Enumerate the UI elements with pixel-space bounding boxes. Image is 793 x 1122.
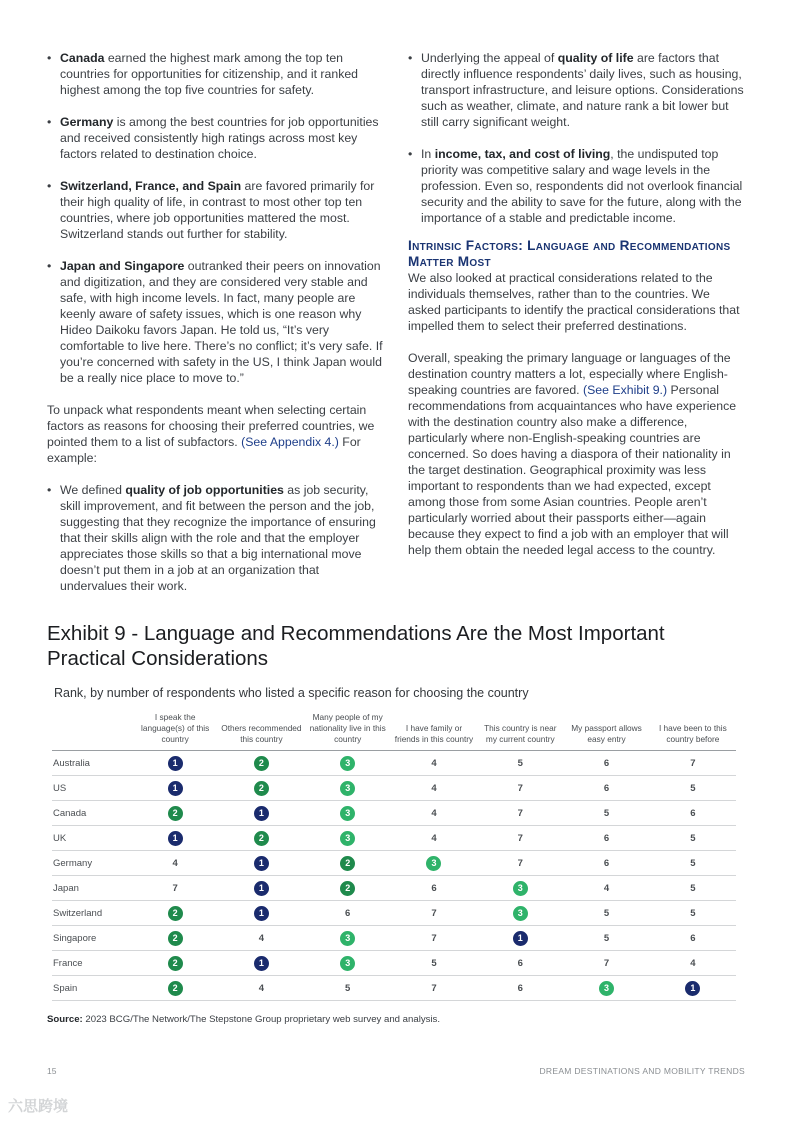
rank-cell — [563, 951, 649, 976]
rank-cell — [218, 826, 304, 851]
country-column-header — [52, 709, 132, 751]
table-row — [52, 751, 736, 776]
rank-value: 5 — [690, 832, 696, 844]
rank-value: 7 — [603, 957, 610, 969]
rank-value: 7 — [431, 932, 437, 944]
practical-considerations-paragraph: We also looked at practical considerations related to the individuals themselves, rather than to the countries. We asked participants to identify the practical considerations that impelled them to select their preferred destinations. — [408, 271, 740, 333]
rank-cell — [563, 901, 649, 926]
exhibit-title: Exhibit 9 - Language and Recommendations Are the Most Important Practical Considerations — [47, 622, 665, 670]
rank-badge: 3 — [340, 756, 355, 771]
rank-value: 4 — [603, 882, 610, 894]
rank-cell — [650, 801, 736, 826]
rank-cell — [477, 926, 563, 951]
table-row — [52, 826, 736, 851]
rank-cell — [132, 826, 218, 851]
rank-badge: 1 — [254, 806, 269, 821]
country-cell: Switzerland — [52, 901, 132, 926]
rank-badge: 3 — [340, 781, 355, 796]
rank-value: 5 — [690, 907, 696, 919]
appendix-link[interactable]: (See Appendix 4.) — [241, 435, 339, 449]
rank-cell — [218, 951, 304, 976]
rank-value: 4 — [431, 807, 437, 819]
rank-cell — [218, 901, 304, 926]
rank-value: 4 — [431, 782, 437, 794]
factor-details-list — [408, 50, 745, 226]
rank-cell — [391, 826, 477, 851]
right-column — [408, 50, 745, 574]
rank-cell — [563, 801, 649, 826]
country-cell: Canada — [52, 801, 132, 826]
rank-table-body — [52, 751, 736, 1001]
rank-value: 4 — [431, 832, 437, 844]
list-item: • We defined quality of job opportunities as job security, skill improvement, and fit between the person and the job, suggesting that they recognize the importance of ensuring that their skills align with the role and that the employer appreciates those skills so that a big international move doesn’t put them in a job at an organization that undervalues their work. — [47, 482, 384, 594]
rank-cell — [305, 826, 391, 851]
rank-badge: 3 — [340, 956, 355, 971]
rank-badge: 1 — [513, 931, 528, 946]
rank-cell — [132, 751, 218, 776]
rank-cell — [218, 926, 304, 951]
rank-badge: 2 — [168, 806, 183, 821]
country-cell: Germany — [52, 851, 132, 876]
rank-badge: 2 — [168, 956, 183, 971]
rank-badge: 1 — [168, 781, 183, 796]
rank-value: 7 — [517, 807, 523, 819]
subfactors-paragraph: To unpack what respondents meant when selecting certain factors as reasons for choosing their preferred countries, we pointed them to a list of subfactors. (See Appendix 4.) For example: — [47, 403, 375, 465]
rank-badge: 1 — [254, 906, 269, 921]
rank-cell — [650, 926, 736, 951]
rank-cell — [305, 951, 391, 976]
section-heading: Intrinsic Factors: Language and Recommendations Matter Most — [408, 238, 731, 269]
table-row — [52, 976, 736, 1001]
rank-badge: 3 — [513, 906, 528, 921]
rank-value: 7 — [517, 832, 523, 844]
rank-badge: 2 — [340, 881, 355, 896]
column-header: I have family or friends in this country — [391, 709, 477, 751]
rank-cell — [305, 801, 391, 826]
country-cell: Australia — [52, 751, 132, 776]
rank-value: 6 — [345, 907, 351, 919]
rank-cell — [650, 901, 736, 926]
column-header: I have been to this country before — [650, 709, 736, 751]
rank-value: 5 — [690, 882, 696, 894]
rank-value: 5 — [603, 807, 610, 819]
rank-value: 7 — [431, 982, 437, 994]
rank-value: 5 — [690, 857, 696, 869]
rank-value: 4 — [258, 932, 265, 944]
column-header: I speak the language(s) of this country — [132, 709, 218, 751]
page-number: 15 — [47, 1066, 57, 1076]
rank-cell — [132, 926, 218, 951]
country-cell: US — [52, 776, 132, 801]
rank-value: 7 — [172, 882, 178, 894]
rank-badge: 2 — [254, 781, 269, 796]
rank-badge: 1 — [168, 756, 183, 771]
rank-cell — [305, 851, 391, 876]
rank-value: 6 — [690, 807, 696, 819]
rank-cell — [218, 801, 304, 826]
rank-cell — [477, 826, 563, 851]
rank-cell — [563, 826, 649, 851]
rank-cell — [650, 826, 736, 851]
rank-badge: 3 — [340, 831, 355, 846]
column-header: Many people of my nationality live in this country — [305, 709, 391, 751]
rank-cell — [132, 851, 218, 876]
rank-cell — [218, 751, 304, 776]
rank-cell — [477, 876, 563, 901]
rank-cell — [563, 776, 649, 801]
rank-cell — [132, 801, 218, 826]
column-header: My passport allows easy entry — [563, 709, 649, 751]
watermark-logo: 六思跨境 — [8, 1098, 69, 1115]
rank-cell — [391, 901, 477, 926]
rank-cell — [391, 776, 477, 801]
rank-cell — [218, 776, 304, 801]
rank-cell — [218, 851, 304, 876]
rank-table — [52, 709, 736, 1001]
rank-cell — [563, 876, 649, 901]
rank-value: 6 — [517, 982, 523, 994]
rank-cell — [132, 901, 218, 926]
rank-badge: 2 — [168, 981, 183, 996]
table-row — [52, 926, 736, 951]
rank-badge: 3 — [340, 931, 355, 946]
country-cell: UK — [52, 826, 132, 851]
rank-badge: 1 — [254, 956, 269, 971]
rank-value: 7 — [431, 907, 437, 919]
rank-cell — [305, 751, 391, 776]
rank-value: 4 — [258, 982, 265, 994]
table-row — [52, 876, 736, 901]
rank-value: 6 — [603, 782, 610, 794]
rank-cell — [391, 951, 477, 976]
rank-cell — [305, 901, 391, 926]
list-item: • Switzerland, France, and Spain are favored primarily for their high quality of life, in contrast to most other top ten countries, where job opportunities mattered the most. Switzerland stands out further for stability. — [47, 178, 384, 242]
rank-cell — [477, 776, 563, 801]
rank-cell — [305, 776, 391, 801]
rank-value: 5 — [517, 757, 523, 769]
rank-cell — [477, 951, 563, 976]
rank-badge: 2 — [168, 931, 183, 946]
rank-cell — [305, 926, 391, 951]
rank-badge: 3 — [340, 806, 355, 821]
table-row — [52, 851, 736, 876]
rank-cell — [391, 976, 477, 1001]
rank-cell — [563, 926, 649, 951]
rank-cell — [132, 776, 218, 801]
country-cell: France — [52, 951, 132, 976]
rank-value: 6 — [603, 832, 610, 844]
rank-cell — [132, 951, 218, 976]
rank-badge: 1 — [168, 831, 183, 846]
rank-cell — [477, 751, 563, 776]
rank-badge: 1 — [254, 881, 269, 896]
rank-badge: 1 — [685, 981, 700, 996]
country-cell: Japan — [52, 876, 132, 901]
rank-value: 6 — [603, 857, 610, 869]
rank-cell — [477, 976, 563, 1001]
list-item: • Canada earned the highest mark among the top ten countries for opportunities for citizenship, and it ranked highest among the top five countries for safety. — [47, 50, 384, 98]
rank-value: 6 — [431, 882, 437, 894]
rank-value: 5 — [690, 782, 696, 794]
rank-badge: 2 — [340, 856, 355, 871]
rank-cell — [132, 876, 218, 901]
rank-badge: 1 — [254, 856, 269, 871]
column-header: This country is near my current country — [477, 709, 563, 751]
rank-value: 6 — [603, 757, 610, 769]
table-header-row — [52, 709, 736, 751]
rank-value: 4 — [172, 857, 178, 869]
list-item: • Germany is among the best countries for job opportunities and received consistently high ratings across most key factors related to destination choice. — [47, 114, 384, 162]
rank-cell — [563, 976, 649, 1001]
rank-cell — [650, 951, 736, 976]
column-header: Others recommended this country — [218, 709, 304, 751]
rank-cell — [132, 976, 218, 1001]
rank-value: 4 — [690, 957, 696, 969]
rank-cell — [650, 751, 736, 776]
table-row — [52, 776, 736, 801]
rank-badge: 3 — [426, 856, 441, 871]
rank-cell — [477, 801, 563, 826]
rank-value: 7 — [517, 782, 523, 794]
rank-badge: 3 — [513, 881, 528, 896]
subfactor-examples-list — [47, 482, 384, 594]
rank-value: 7 — [517, 857, 523, 869]
rank-cell — [218, 976, 304, 1001]
list-item: • Japan and Singapore outranked their peers on innovation and digitization, and they are considered very stable and safe, with high income levels. In fact, many people are keenly aware of safety issues, which is one reason why Hideo Daikoku favors Japan. He told us, “It’s very comfortable to live here. There’s no conflict; it’s very safe. If you’re concerned with safety in the US, I think Japan would be a really nice place to move to.” — [47, 258, 384, 386]
table-row — [52, 951, 736, 976]
rank-value: 5 — [603, 932, 610, 944]
list-item: • In income, tax, and cost of living, the undisputed top priority was competitive salary and wage levels in the profession. Even so, respondents did not overlook financial security and the ability to save for the future, along with the importance of a stable and predictable income. — [408, 146, 745, 226]
rank-cell — [305, 976, 391, 1001]
country-cell: Spain — [52, 976, 132, 1001]
exhibit-link[interactable]: (See Exhibit 9.) — [583, 383, 668, 397]
rank-badge: 3 — [599, 981, 614, 996]
rank-cell — [477, 851, 563, 876]
rank-value: 5 — [431, 957, 437, 969]
left-column — [47, 50, 384, 610]
rank-cell — [563, 751, 649, 776]
country-highlights-list — [47, 50, 384, 386]
rank-badge: 2 — [254, 756, 269, 771]
rank-cell — [650, 876, 736, 901]
list-item: • Underlying the appeal of quality of life are factors that directly influence respondents’ daily lives, such as housing, transport infrastructure, and leisure options. Considerations such as weather, climate, and nature rank a bit lower but still carry significant weight. — [408, 50, 745, 130]
rank-badge: 2 — [254, 831, 269, 846]
table-caption: Rank, by number of respondents who listed a specific reason for choosing the country — [54, 686, 529, 700]
rank-value: 7 — [690, 757, 696, 769]
rank-cell — [391, 751, 477, 776]
rank-cell — [305, 876, 391, 901]
rank-cell — [391, 926, 477, 951]
rank-cell — [391, 801, 477, 826]
footer-title: DREAM DESTINATIONS AND MOBILITY TRENDS — [539, 1066, 745, 1076]
country-cell: Singapore — [52, 926, 132, 951]
rank-cell — [477, 901, 563, 926]
rank-cell — [391, 876, 477, 901]
rank-value: 5 — [345, 982, 351, 994]
table-row — [52, 901, 736, 926]
rank-cell — [650, 851, 736, 876]
rank-value: 5 — [603, 907, 610, 919]
rank-cell — [650, 976, 736, 1001]
rank-cell — [650, 776, 736, 801]
rank-value: 6 — [517, 957, 523, 969]
rank-cell — [391, 851, 477, 876]
table-row — [52, 801, 736, 826]
language-paragraph: Overall, speaking the primary language or languages of the destination country matters a lot, especially where English-speaking countries are favored. (See Exhibit 9.) Personal recommendations from acquaintances who have experience with the destination country also make a difference, particularly where non-English-speaking countries are concerned. So does having a diaspora of their nationality in the target destination. Geographical proximity was less important to respondents than we had expected, except among those from some Asian countries. People aren’t particularly worried about their passports either—again because they expect to find a job with an employer that will help them obtain the needed legal access to the country. — [408, 351, 737, 557]
source-note: Source: 2023 BCG/The Network/The Stepstone Group proprietary web survey and analysis. — [47, 1014, 441, 1025]
rank-value: 4 — [431, 757, 437, 769]
rank-cell — [563, 851, 649, 876]
rank-badge: 2 — [168, 906, 183, 921]
rank-cell — [218, 876, 304, 901]
rank-value: 6 — [690, 932, 696, 944]
